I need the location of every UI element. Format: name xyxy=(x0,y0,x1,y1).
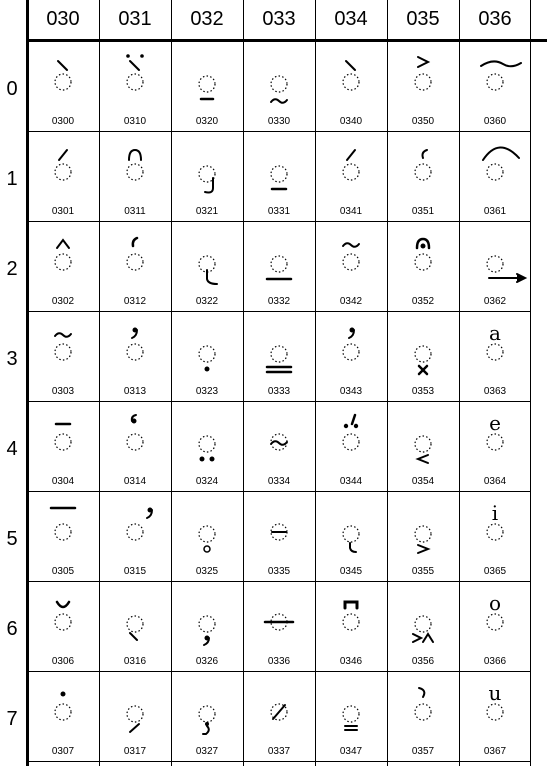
code-cell xyxy=(27,582,99,672)
combining-mark xyxy=(344,415,358,428)
code-cell xyxy=(27,672,99,762)
code-cell xyxy=(99,132,171,222)
combining-mark xyxy=(346,61,355,70)
code-cell xyxy=(171,402,243,492)
code-label: 0344 xyxy=(339,476,363,487)
combining-mark xyxy=(205,367,210,372)
combining-mark xyxy=(130,724,139,732)
combining-mark xyxy=(489,681,502,705)
code-cell xyxy=(99,672,171,762)
code-cell xyxy=(315,582,387,672)
code-label: 0360 xyxy=(483,116,507,127)
code-label: 0331 xyxy=(267,206,291,217)
code-label: 0341 xyxy=(339,206,363,217)
glyph-0356 xyxy=(387,582,459,656)
code-label: 0366 xyxy=(483,656,507,667)
glyph-0306 xyxy=(27,582,99,656)
combining-mark xyxy=(207,270,217,284)
code-label: 0317 xyxy=(123,746,147,757)
code-label: 0337 xyxy=(267,746,291,757)
code-cell xyxy=(171,42,243,132)
code-cell xyxy=(315,42,387,132)
code-cell xyxy=(459,672,531,762)
code-cell xyxy=(99,402,171,492)
svg-text:e: e xyxy=(489,411,501,435)
row-header: 4 xyxy=(6,438,18,460)
glyph-0341 xyxy=(315,132,387,206)
glyph-0345 xyxy=(315,492,387,566)
svg-text:a: a xyxy=(489,321,501,345)
combining-mark xyxy=(483,147,519,160)
column-header: 034 xyxy=(334,8,368,30)
combining-mark xyxy=(423,150,428,158)
code-cell xyxy=(27,402,99,492)
glyph-0343 xyxy=(315,312,387,386)
code-label: 0350 xyxy=(411,116,435,127)
glyph-0310 xyxy=(99,42,171,116)
glyph-0322 xyxy=(171,222,243,296)
code-cell xyxy=(99,582,171,672)
code-cell xyxy=(387,132,459,222)
code-label: 0353 xyxy=(411,386,435,397)
glyph-0302 xyxy=(27,222,99,296)
code-cell xyxy=(27,312,99,402)
code-cell xyxy=(243,222,315,312)
glyph-0344 xyxy=(315,402,387,476)
combining-mark xyxy=(347,150,355,160)
code-cell xyxy=(387,492,459,582)
glyph-0352 xyxy=(387,222,459,296)
code-label: 0361 xyxy=(483,206,507,217)
code-label: 0305 xyxy=(51,566,75,577)
code-cell xyxy=(171,672,243,762)
code-cell xyxy=(315,312,387,402)
combining-mark xyxy=(349,328,355,339)
code-cell xyxy=(315,132,387,222)
combining-mark xyxy=(492,501,498,525)
combining-mark xyxy=(418,57,428,67)
glyph-0362 xyxy=(459,222,531,296)
code-label: 0322 xyxy=(195,296,219,307)
combining-mark xyxy=(200,457,215,462)
column-header: 033 xyxy=(262,8,296,30)
code-cell xyxy=(243,132,315,222)
combining-mark xyxy=(419,366,427,374)
code-label: 0312 xyxy=(123,296,147,307)
glyph-0354 xyxy=(387,402,459,476)
code-label: 0302 xyxy=(51,296,75,307)
code-label: 0307 xyxy=(51,746,75,757)
glyph-0330 xyxy=(243,42,315,116)
glyph-0337 xyxy=(243,672,315,746)
combining-mark xyxy=(132,415,137,424)
code-label: 0336 xyxy=(267,656,291,667)
combining-mark xyxy=(350,543,356,552)
code-cell xyxy=(459,132,531,222)
code-label: 0310 xyxy=(123,116,147,127)
code-cell xyxy=(243,42,315,132)
code-cell xyxy=(171,222,243,312)
code-cell xyxy=(171,312,243,402)
code-label: 0355 xyxy=(411,566,435,577)
code-label: 0327 xyxy=(195,746,219,757)
code-label: 0306 xyxy=(51,656,75,667)
code-label: 0326 xyxy=(195,656,219,667)
combining-mark xyxy=(133,238,137,246)
glyph-0357 xyxy=(387,672,459,746)
glyph-0347 xyxy=(315,672,387,746)
code-label: 0357 xyxy=(411,746,435,757)
glyph-0350 xyxy=(387,42,459,116)
code-label: 0340 xyxy=(339,116,363,127)
glyph-0353 xyxy=(387,312,459,386)
code-label: 0321 xyxy=(195,206,219,217)
code-label: 0362 xyxy=(483,296,507,307)
code-cell xyxy=(387,222,459,312)
glyph-0336 xyxy=(243,582,315,656)
row-header: 2 xyxy=(6,258,18,280)
column-header: 032 xyxy=(190,8,224,30)
glyph-0355 xyxy=(387,492,459,566)
code-cell xyxy=(171,132,243,222)
code-label: 0303 xyxy=(51,386,75,397)
code-label: 0347 xyxy=(339,746,363,757)
glyph-0361 xyxy=(459,132,531,206)
combining-mark xyxy=(273,705,285,719)
svg-text:i: i xyxy=(491,501,499,525)
code-cell xyxy=(459,402,531,492)
glyph-0301 xyxy=(27,132,99,206)
code-cell xyxy=(243,672,315,762)
combining-mark xyxy=(205,178,213,193)
combining-mark xyxy=(204,546,210,552)
code-label: 0316 xyxy=(123,656,147,667)
row-header: 0 xyxy=(6,78,18,100)
combining-mark xyxy=(489,591,501,615)
combining-mark xyxy=(417,239,429,249)
combining-mark xyxy=(204,636,210,646)
combining-mark xyxy=(130,633,137,640)
code-cell xyxy=(315,222,387,312)
glyph-0325 xyxy=(171,492,243,566)
combining-mark xyxy=(489,321,501,345)
glyph-0365 xyxy=(459,492,531,566)
combining-mark xyxy=(419,688,424,697)
row-header: 5 xyxy=(6,528,18,550)
code-label: 0323 xyxy=(195,386,219,397)
glyph-0323 xyxy=(171,312,243,386)
glyph-0311 xyxy=(99,132,171,206)
code-cell xyxy=(27,42,99,132)
code-cell xyxy=(459,42,531,132)
glyph-0313 xyxy=(99,312,171,386)
code-cell xyxy=(27,492,99,582)
glyph-0303 xyxy=(27,312,99,386)
combining-mark xyxy=(271,441,287,445)
column-header: 031 xyxy=(118,8,152,30)
glyph-0321 xyxy=(171,132,243,206)
row-header: 3 xyxy=(6,348,18,370)
row-header: 6 xyxy=(6,618,18,640)
code-cell xyxy=(315,492,387,582)
code-label: 0304 xyxy=(51,476,75,487)
code-label: 0352 xyxy=(411,296,435,307)
glyph-0340 xyxy=(315,42,387,116)
combining-mark xyxy=(271,99,287,103)
code-cell xyxy=(459,222,531,312)
code-label: 0343 xyxy=(339,386,363,397)
glyph-0312 xyxy=(99,222,171,296)
glyph-0327 xyxy=(171,672,243,746)
code-label: 0333 xyxy=(267,386,291,397)
combining-mark xyxy=(418,545,428,553)
code-cell xyxy=(99,42,171,132)
glyph-0363 xyxy=(459,312,531,386)
code-cell xyxy=(243,402,315,492)
code-cell xyxy=(243,492,315,582)
code-cell xyxy=(171,492,243,582)
svg-text:o: o xyxy=(488,591,502,615)
combining-mark xyxy=(489,411,501,435)
combining-mark xyxy=(481,61,521,66)
glyph-0360 xyxy=(459,42,531,116)
code-cell xyxy=(315,402,387,492)
code-label: 0346 xyxy=(339,656,363,667)
glyph-0305 xyxy=(27,492,99,566)
glyph-0314 xyxy=(99,402,171,476)
combining-mark xyxy=(126,54,144,70)
glyph-0367 xyxy=(459,672,531,746)
glyph-0315 xyxy=(99,492,171,566)
combining-mark xyxy=(61,692,66,697)
combining-mark xyxy=(58,61,67,70)
glyph-0316 xyxy=(99,582,171,656)
code-label: 0345 xyxy=(339,566,363,577)
glyph-0346 xyxy=(315,582,387,656)
code-label: 0351 xyxy=(411,206,435,217)
column-header: 036 xyxy=(478,8,512,30)
column-header: 030 xyxy=(46,8,80,30)
code-cell xyxy=(171,582,243,672)
combining-mark xyxy=(413,634,433,642)
combining-mark xyxy=(345,602,357,608)
glyph-0335 xyxy=(243,492,315,566)
code-label: 0314 xyxy=(123,476,147,487)
code-cell xyxy=(99,312,171,402)
column-header: 035 xyxy=(406,8,440,30)
row-header: 7 xyxy=(6,708,18,730)
combining-mark xyxy=(59,150,67,160)
code-label: 0301 xyxy=(51,206,75,217)
combining-mark xyxy=(489,274,525,282)
glyph-0304 xyxy=(27,402,99,476)
code-cell xyxy=(27,222,99,312)
code-label: 0324 xyxy=(195,476,219,487)
code-cell xyxy=(99,492,171,582)
combining-mark xyxy=(345,726,357,730)
code-cell xyxy=(459,492,531,582)
glyph-0332 xyxy=(243,222,315,296)
code-label: 0363 xyxy=(483,386,507,397)
code-cell xyxy=(243,312,315,402)
code-label: 0364 xyxy=(483,476,507,487)
glyph-0324 xyxy=(171,402,243,476)
code-label: 0315 xyxy=(123,566,147,577)
combining-mark xyxy=(147,508,153,519)
row-header: 1 xyxy=(6,168,18,190)
code-cell xyxy=(387,42,459,132)
glyph-0334 xyxy=(243,402,315,476)
combining-mark xyxy=(57,240,69,248)
combining-mark xyxy=(418,455,428,463)
combining-mark xyxy=(203,722,209,734)
code-label: 0367 xyxy=(483,746,507,757)
combining-mark xyxy=(129,150,141,160)
glyph-0333 xyxy=(243,312,315,386)
code-label: 0332 xyxy=(267,296,291,307)
code-label: 0356 xyxy=(411,656,435,667)
code-label: 0334 xyxy=(267,476,291,487)
code-label: 0300 xyxy=(51,116,75,127)
glyph-0300 xyxy=(27,42,99,116)
code-label: 0313 xyxy=(123,386,147,397)
code-label: 0354 xyxy=(411,476,435,487)
code-cell xyxy=(459,312,531,402)
code-label: 0342 xyxy=(339,296,363,307)
combining-mark xyxy=(57,602,69,607)
glyph-0326 xyxy=(171,582,243,656)
code-cell xyxy=(315,672,387,762)
svg-text:u: u xyxy=(488,681,502,705)
glyph-0320 xyxy=(171,42,243,116)
code-cell xyxy=(99,222,171,312)
glyph-0342 xyxy=(315,222,387,296)
code-cell xyxy=(387,672,459,762)
code-cell xyxy=(459,582,531,672)
glyph-0364 xyxy=(459,402,531,476)
code-cell xyxy=(27,132,99,222)
code-label: 0365 xyxy=(483,566,507,577)
code-cell xyxy=(387,582,459,672)
code-cell xyxy=(243,582,315,672)
code-label: 0325 xyxy=(195,566,219,577)
code-label: 0320 xyxy=(195,116,219,127)
code-cell xyxy=(387,312,459,402)
combining-mark xyxy=(132,328,138,339)
glyph-0307 xyxy=(27,672,99,746)
combining-mark xyxy=(55,333,71,337)
combining-mark xyxy=(267,367,291,372)
code-label: 0335 xyxy=(267,566,291,577)
glyph-0351 xyxy=(387,132,459,206)
code-label: 0330 xyxy=(267,116,291,127)
code-label: 0311 xyxy=(124,206,146,217)
code-cell xyxy=(387,402,459,492)
glyph-0331 xyxy=(243,132,315,206)
glyph-0366 xyxy=(459,582,531,656)
glyph-0317 xyxy=(99,672,171,746)
combining-mark xyxy=(343,243,359,247)
